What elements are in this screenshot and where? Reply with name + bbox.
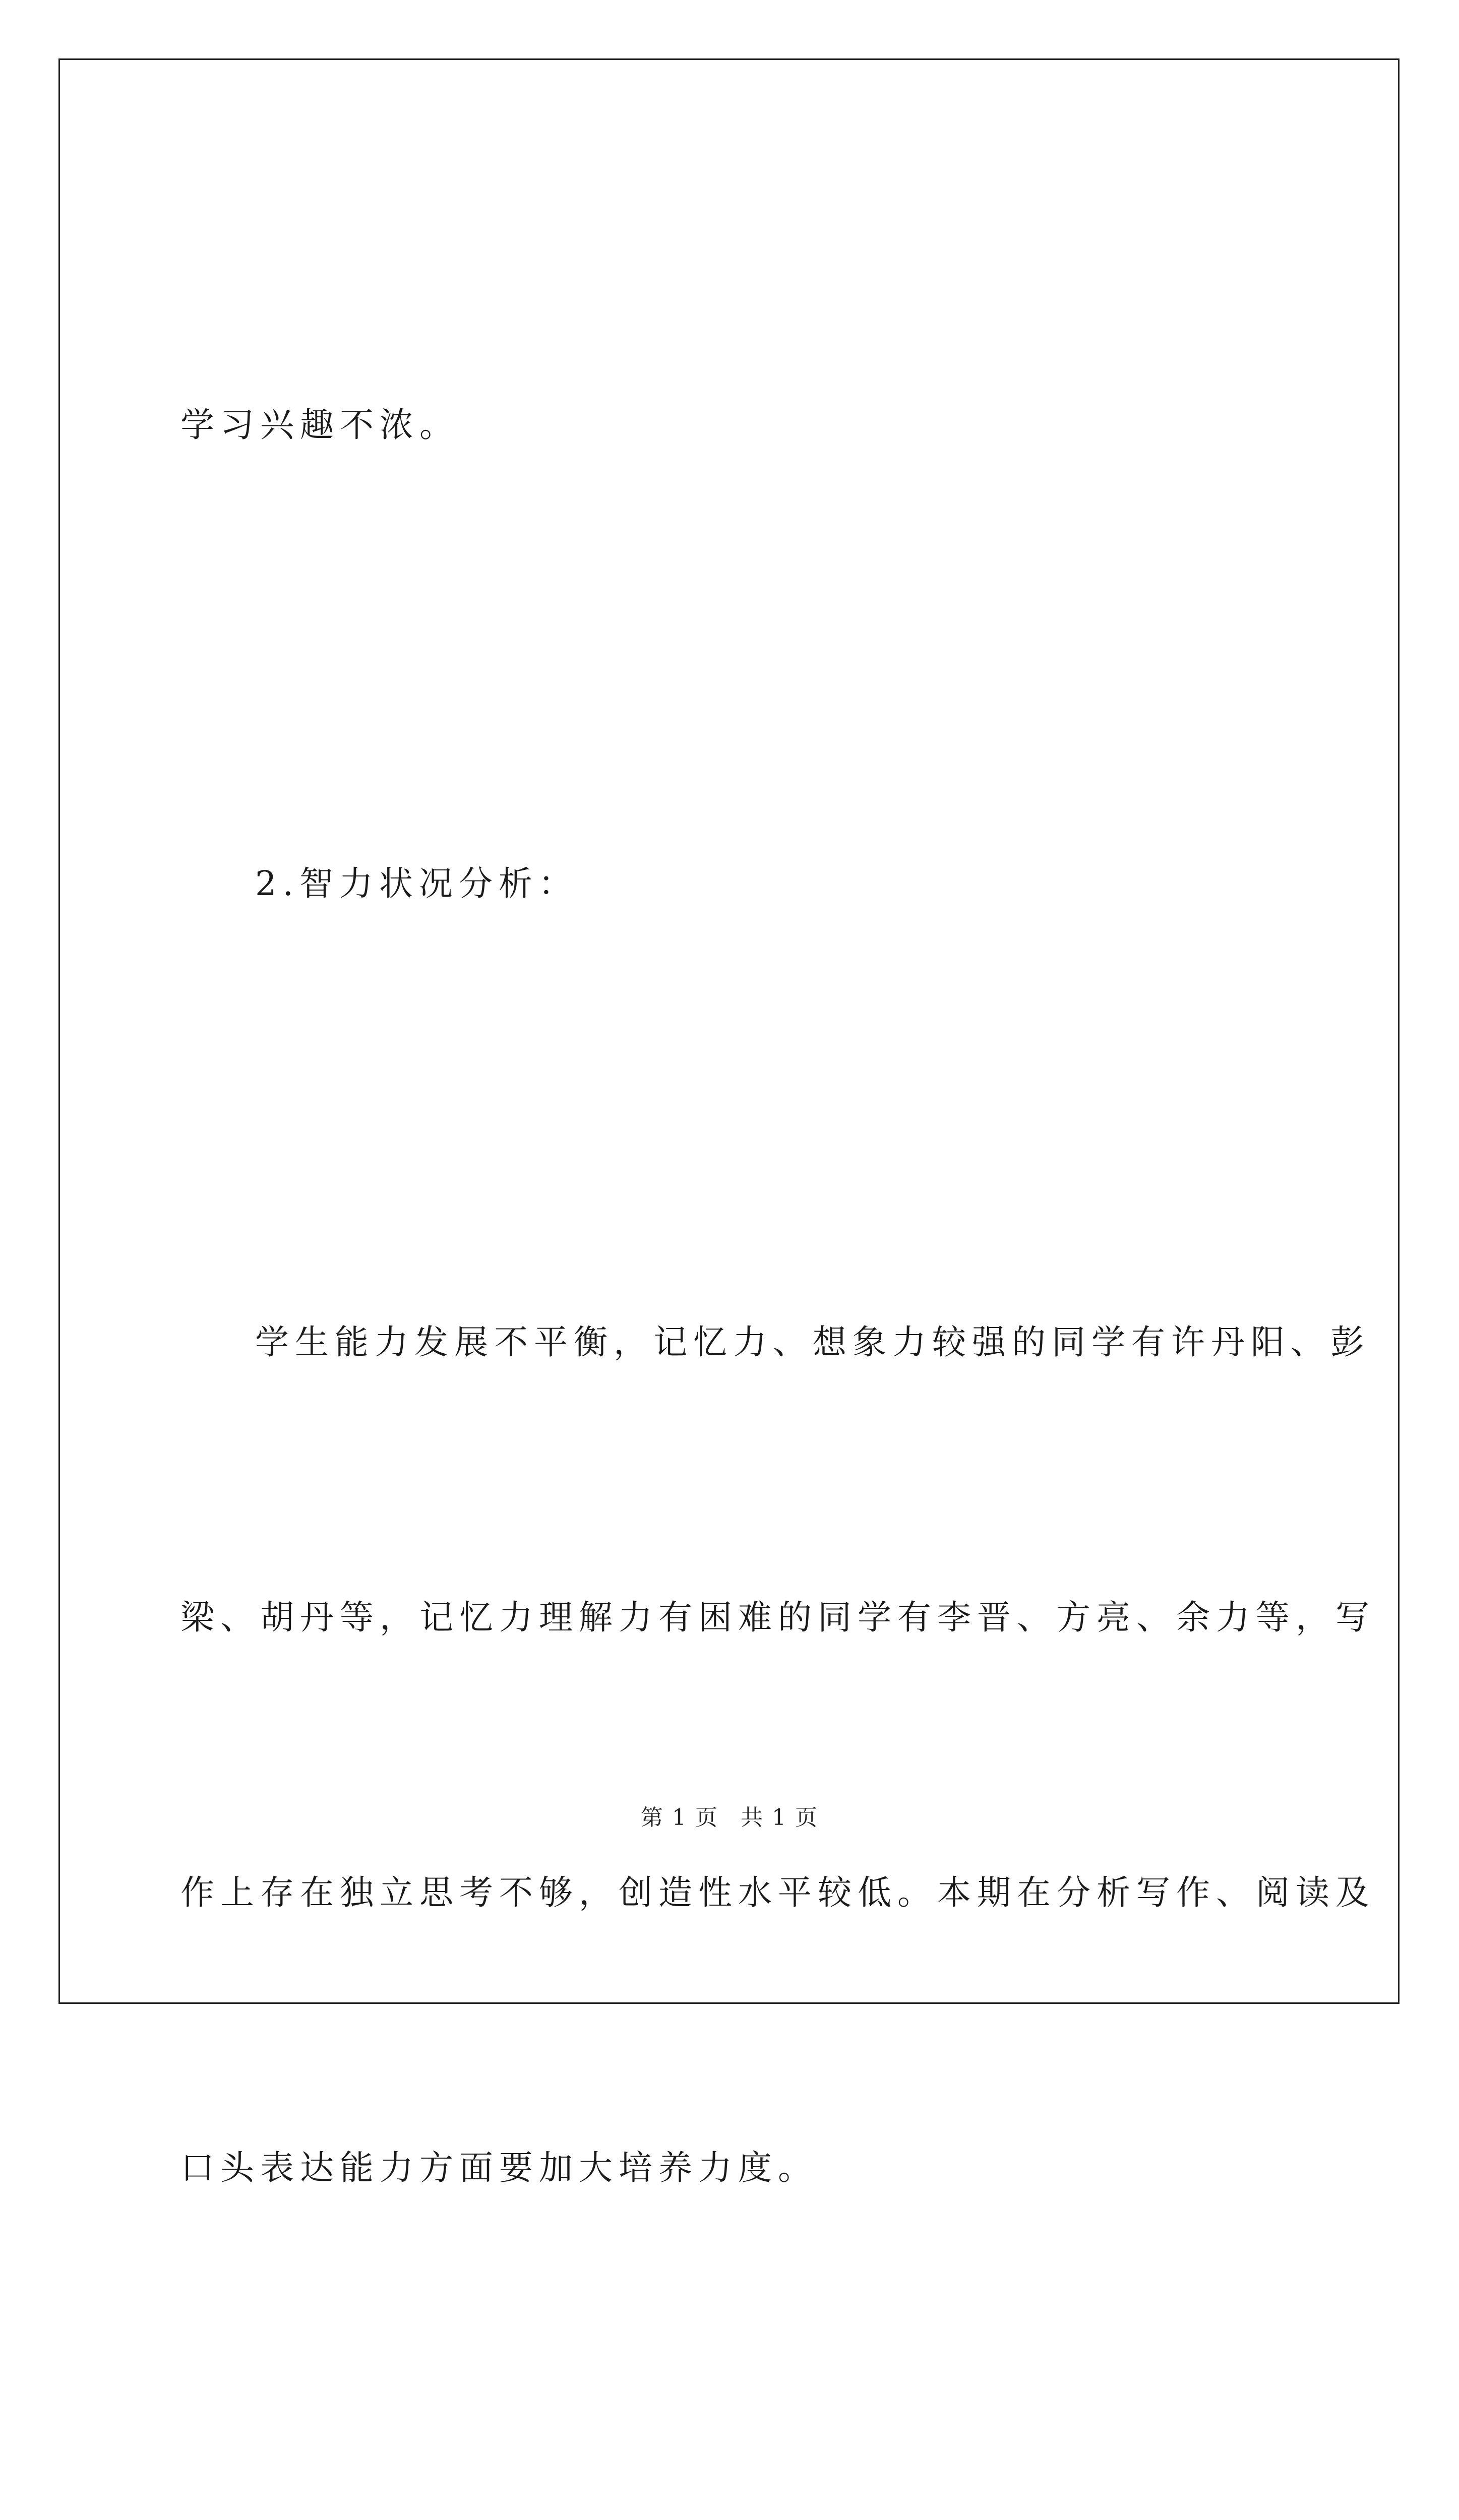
text-line: 学生能力发展不平衡，记忆力、想象力较强的同学有许丹阳、彭 bbox=[255, 1322, 1370, 1362]
section-heading-non-intelligence bbox=[180, 2397, 1285, 2520]
page-footer bbox=[0, 1799, 1459, 1832]
text-line: 梁、胡丹等，记忆力理解力有困难的同学有李晋、方亮、余力等，写 bbox=[180, 1598, 1375, 1637]
document-body bbox=[180, 196, 1375, 2520]
page-number-current: 第 1 页 bbox=[641, 1805, 718, 1831]
section-heading-intelligence bbox=[180, 654, 1285, 1113]
text-line: 学习兴趣不浓。 bbox=[180, 405, 459, 445]
text-line: 2.智力状况分析： bbox=[255, 864, 578, 903]
text-line: 作上存在独立思考不够，创造性水平较低。本期在分析写作、阅读及 bbox=[180, 1873, 1375, 1912]
paragraph-intelligence-analysis bbox=[180, 1113, 1375, 2397]
text-line: 口头表达能力方面要加大培养力度。 bbox=[180, 2148, 818, 2187]
page-number-total: 共 1 页 bbox=[741, 1805, 818, 1831]
paragraph-continuation bbox=[180, 196, 1285, 654]
